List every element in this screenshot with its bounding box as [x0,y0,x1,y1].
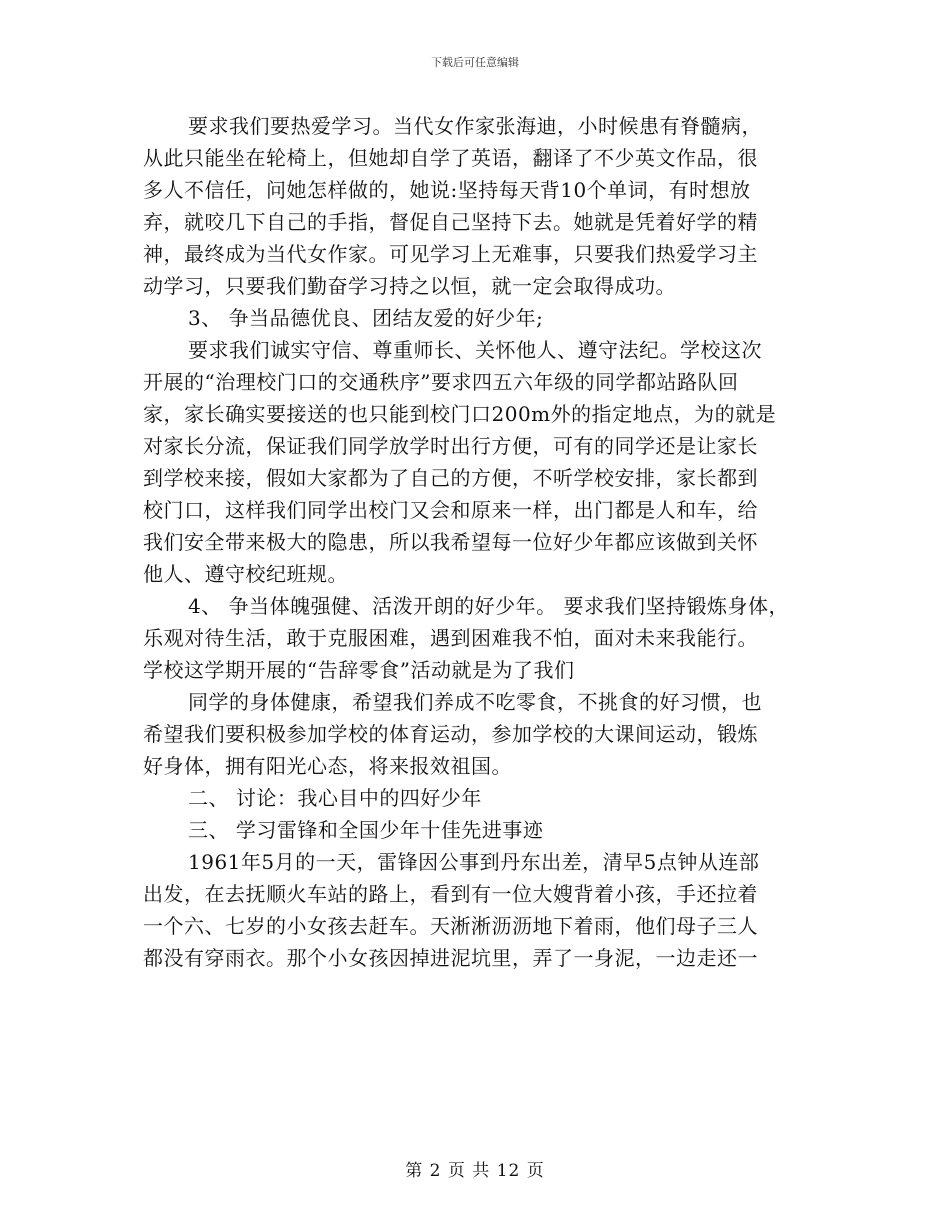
page-number: 第 2 页 共 12 页 [405,1161,545,1181]
text-line: 我们安全带来极大的隐患，所以我希望每一位好少年都应该做到关怀 [143,530,758,554]
text-line: 1961年5月的一天，雷锋因公事到丹东出差，清早5点钟从连部 [188,850,760,874]
text-line: 对家长分流，保证我们同学放学时出行方便，可有的同学还是让家长 [143,434,758,458]
text-line: 好身体，拥有阳光心态，将来报效祖国。 [143,754,512,778]
document-body [143,110,807,974]
text-line: 从此只能坐在轮椅上，但她却自学了英语，翻译了不少英文作品，很 [143,146,758,170]
text-line: 二、 讨论：我心目中的四好少年 [188,786,482,810]
text-line: 家，家长确实要接送的也只能到校门口200m外的指定地点，为的就是 [143,402,777,426]
text-line: 乐观对待生活，敢于克服困难，遇到困难我不怕，面对未来我能行。 [143,626,758,650]
text-line: 三、 学习雷锋和全国少年十佳先进事迹 [188,818,544,842]
text-line: 出发，在去抚顺火车站的路上，看到有一位大嫂背着小孩，手还拉着 [143,882,758,906]
text-line: 希望我们要积极参加学校的体育运动，参加学校的大课间运动，锻炼 [143,722,758,746]
text-line: 动学习，只要我们勤奋学习持之以恒，就一定会取得成功。 [143,274,676,298]
text-line: 开展的“治理校门口的交通秩序”要求四五六年级的同学都站路队回 [143,370,739,394]
text-line: 到学校来接，假如大家都为了自己的方便，不听学校安排，家长都到 [143,466,758,490]
text-line: 同学的身体健康，希望我们养成不吃零食，不挑食的好习惯，也 [188,690,762,714]
text-line: 弃，就咬几下自己的手指，督促自己坚持下去。她就是凭着好学的精 [143,210,758,234]
text-line: 4、 争当体魄强健、活泼开朗的好少年。 要求我们坚持锻炼身体， [188,594,789,618]
text-line: 他人、遵守校纪班规。 [143,562,348,586]
text-line: 校门口，这样我们同学出校门又会和原来一样，出门都是人和车，给 [143,498,758,522]
text-line: 多人不信任，问她怎样做的，她说:坚持每天背10个单词，有时想放 [143,178,751,202]
text-line: 神，最终成为当代女作家。可见学习上无难事，只要我们热爱学习主 [143,242,758,266]
text-line: 一个六、七岁的小女孩去赶车。天淅淅沥沥地下着雨，他们母子三人 [143,914,758,938]
text-line: 3、 争当品德优良、团结友爱的好少年; [188,306,544,330]
text-line: 要求我们要热爱学习。当代女作家张海迪，小时候患有脊髓病， [188,114,762,138]
text-line: 都没有穿雨衣。那个小女孩因掉进泥坑里，弄了一身泥，一边走还一 [143,946,758,970]
page-header: 下载后可任意编辑 [431,56,519,69]
text-line: 要求我们诚实守信、尊重师长、关怀他人、遵守法纪。学校这次 [188,338,762,362]
text-line: 学校这学期开展的“告辞零食”活动就是为了我们 [143,658,575,682]
